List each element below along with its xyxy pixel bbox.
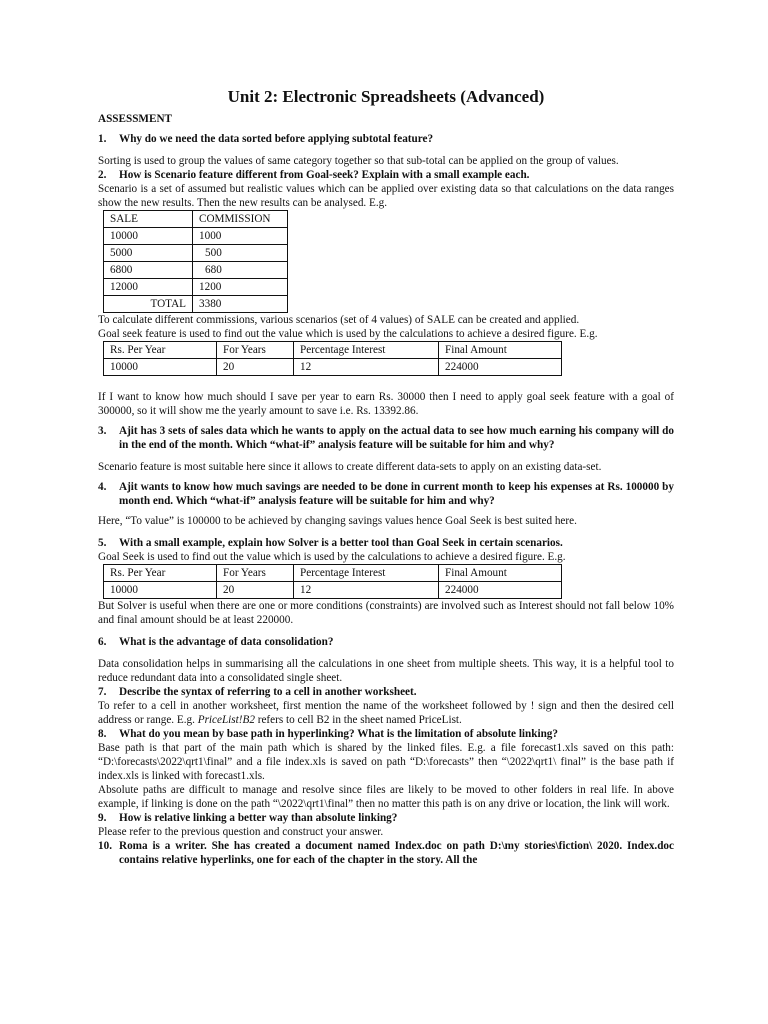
table-cell: 5000 [104, 245, 193, 262]
question-1 [98, 132, 674, 146]
question-10 [98, 839, 674, 867]
section-heading: ASSESSMENT [98, 113, 172, 125]
question-text: What is the advantage of data consolidation? [119, 636, 334, 648]
goal-seek-table-2 [103, 564, 562, 599]
question-number: 8. [98, 728, 107, 740]
table-cell: 12 [294, 582, 439, 599]
table-header-cell: For Years [217, 342, 294, 359]
table-cell: 680 [193, 262, 288, 279]
table-header-cell: Final Amount [439, 342, 562, 359]
table-cell: 12 [294, 359, 439, 376]
question-number: 3. [98, 425, 107, 437]
question-3 [98, 424, 674, 452]
table-header-cell: For Years [217, 565, 294, 582]
table-row [104, 359, 562, 376]
question-text: How is relative linking a better way than absolute linking? [119, 812, 398, 824]
question-number: 9. [98, 812, 107, 824]
question-text: How is Scenario feature different from Goal-seek? Explain with a small example each. [119, 169, 530, 181]
table-cell: 10000 [104, 582, 217, 599]
table-row [104, 228, 288, 245]
answer-8b: Absolute paths are difficult to manage and resolve since files are likely to be moved to other folders in real life. In above example, if linking is done on the path “\2022\qrt1\final” then no matter this path is on any drive or location, the link will work. [98, 784, 674, 810]
answer-7-text: To refer to a cell in another worksheet, first mention the name of the worksheet followed by ! sign and then the desired cell address or range. E.g. [98, 700, 674, 726]
question-number: 1. [98, 133, 107, 145]
table-cell: 6800 [104, 262, 193, 279]
table-cell: 12000 [104, 279, 193, 296]
table-header-row [104, 342, 562, 359]
table-row [104, 262, 288, 279]
cell-reference-example: PriceList!B2 [197, 714, 255, 726]
table-cell: 224000 [439, 359, 562, 376]
question-2 [98, 168, 674, 182]
table-row [104, 582, 562, 599]
answer-2: Scenario is a set of assumed but realistic values which can be applied over existing data so that calculations on the data ranges show the new results. Then the new results can be analysed. E.g. [98, 183, 674, 209]
answer-4: Here, “To value” is 100000 to be achieved by changing savings values hence Goal Seek is best suited here. [98, 515, 577, 527]
question-number: 7. [98, 686, 107, 698]
answer-8: Base path is that part of the main path which is shared by the linked files. E.g. a file forecast1.xls saved on this path: “D:\forecasts\2022\qrt1\final” and a file index.xls is saved on path “D:\forecasts” then “\2022\qrt1\ final” is the base path if index.xls is linked with forecast1.xls. [98, 742, 674, 782]
table-header-cell: Percentage Interest [294, 342, 439, 359]
question-text: Why do we need the data sorted before applying subtotal feature? [119, 133, 434, 145]
table-header-row [104, 565, 562, 582]
total-label: TOTAL [104, 296, 193, 313]
question-5 [98, 536, 674, 550]
table-cell: 500 [193, 245, 288, 262]
question-7 [98, 685, 674, 699]
question-8 [98, 727, 674, 741]
answer-5b: But Solver is useful when there are one or more conditions (constraints) are involved such as Interest should not fall below 10% and final amount should be at least 220000. [98, 600, 674, 626]
table-cell: 20 [217, 359, 294, 376]
question-number: 5. [98, 537, 107, 549]
goal-seek-table [103, 341, 562, 376]
answer-6: Data consolidation helps in summarising all the calculations in one sheet from multiple sheets. This way, it is a helpful tool to reduce redundant data into a consolidated single sheet. [98, 658, 674, 684]
table-cell: 20 [217, 582, 294, 599]
question-text: What do you mean by base path in hyperlinking? What is the limitation of absolute linking? [119, 728, 558, 740]
question-text: Describe the syntax of referring to a cell in another worksheet. [119, 686, 417, 698]
question-text: With a small example, explain how Solver is a better tool than Goal Seek in certain scenarios. [119, 537, 563, 549]
answer-2c: Goal seek feature is used to find out the value which is used by the calculations to achieve a desired figure. E.g. [98, 328, 598, 340]
question-number: 10. [98, 840, 112, 852]
table-header-row [104, 211, 288, 228]
table-row [104, 279, 288, 296]
answer-1: Sorting is used to group the values of same category together so that sub-total can be applied on the group of values. [98, 155, 619, 167]
question-text: Ajit wants to know how much savings are needed to be done in current month to keep his expenses at Rs. 100000 by month end. Which “what-if” analysis feature will be suitable for him and why? [119, 481, 674, 507]
page-title: Unit 2: Electronic Spreadsheets (Advanced) [227, 87, 545, 106]
table-cell: 10000 [104, 359, 217, 376]
table-cell: 224000 [439, 582, 562, 599]
table-header-cell: COMMISSION [193, 211, 288, 228]
question-text: Roma is a writer. She has created a document named Index.doc on path D:\my stories\fiction\ 2020. Index.doc contains relative hyperlinks, one for each of the chapter in the story. All the [119, 840, 674, 866]
answer-2d: If I want to know how much should I save per year to earn Rs. 30000 then I need to apply goal seek feature with a goal of 300000, so it will show me the yearly amount to save i.e. Rs. 13392.86. [98, 391, 674, 417]
total-value: 3380 [193, 296, 288, 313]
question-text: Ajit has 3 sets of sales data which he wants to apply on the actual data to see how much earning his company will do in the end of the month. Which “what-if” analysis feature will be suitable for him and why? [119, 425, 674, 451]
question-number: 4. [98, 481, 107, 493]
table-total-row [104, 296, 288, 313]
answer-3: Scenario feature is most suitable here since it allows to create different data-sets to apply on an existing data-set. [98, 461, 602, 473]
answer-7 [98, 699, 674, 727]
question-6 [98, 635, 674, 649]
table-cell: 10000 [104, 228, 193, 245]
question-4 [98, 480, 674, 508]
commission-table [103, 210, 288, 313]
table-header-cell: Rs. Per Year [104, 342, 217, 359]
table-cell: 1200 [193, 279, 288, 296]
table-cell: 1000 [193, 228, 288, 245]
table-header-cell: SALE [104, 211, 193, 228]
answer-5: Goal Seek is used to find out the value which is used by the calculations to achieve a desired figure. E.g. [98, 551, 566, 563]
table-header-cell: Final Amount [439, 565, 562, 582]
document-page [98, 86, 674, 867]
table-header-cell: Percentage Interest [294, 565, 439, 582]
answer-7-text-end: refers to cell B2 in the sheet named PriceList. [254, 714, 462, 726]
table-header-cell: Rs. Per Year [104, 565, 217, 582]
answer-9: Please refer to the previous question and construct your answer. [98, 826, 384, 838]
answer-2b: To calculate different commissions, various scenarios (set of 4 values) of SALE can be created and applied. [98, 314, 580, 326]
question-9 [98, 811, 674, 825]
question-number: 2. [98, 169, 107, 181]
table-row [104, 245, 288, 262]
question-number: 6. [98, 636, 107, 648]
